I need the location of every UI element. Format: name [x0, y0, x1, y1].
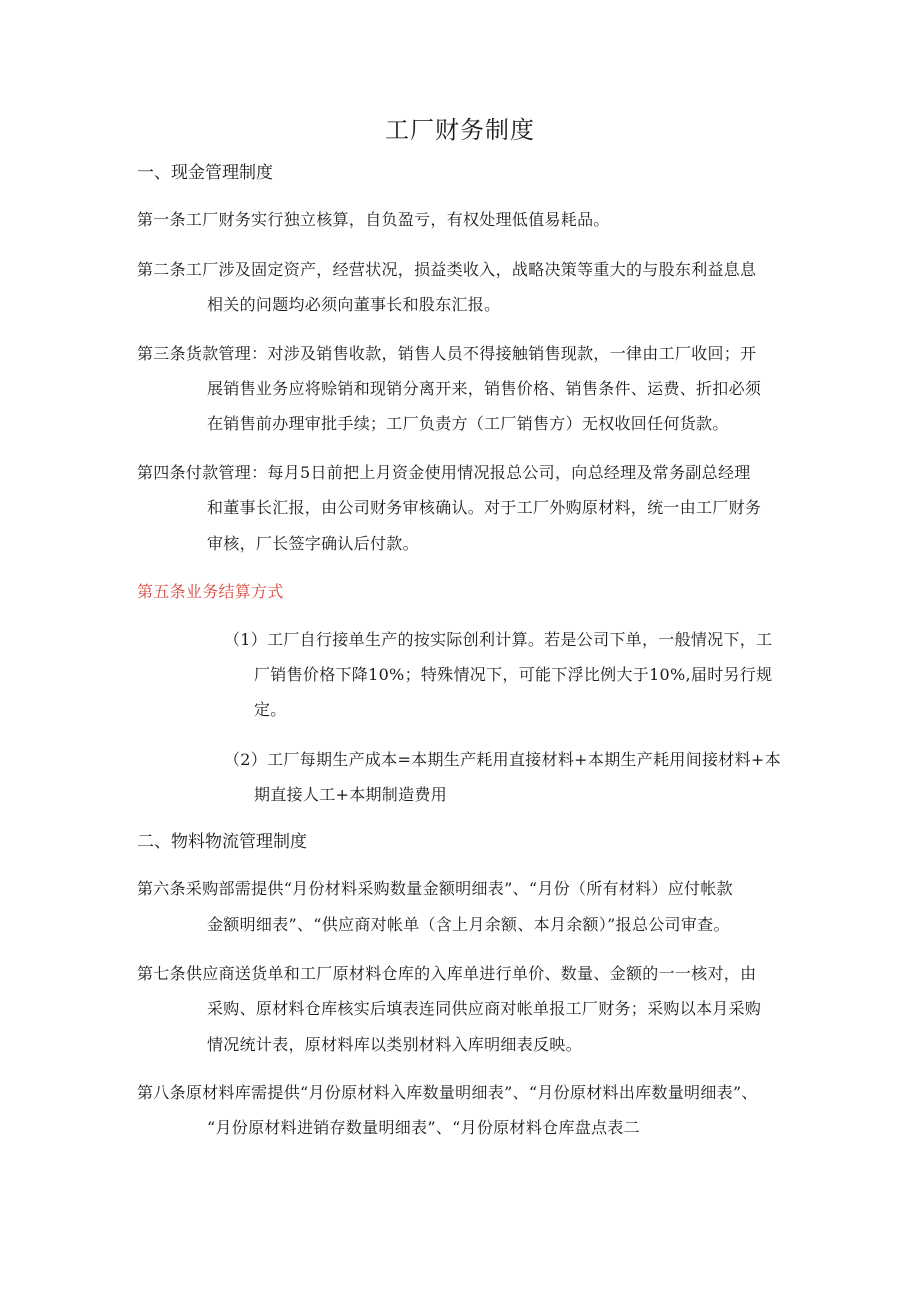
article-5-item-1-line-1: （1）工厂自行接单生产的按实际创利计算。若是公司下单，一般情况下，工 — [224, 630, 773, 649]
page-title: 工厂财务制度 — [385, 116, 535, 144]
article-5-item-2-line-2: 期直接人工+本期制造费用 — [254, 785, 448, 804]
article-8-line-2: “月份原材料进销存数量明细表”、“月份原材料仓库盘点表二 — [207, 1118, 640, 1137]
article-3-line-3: 在销售前办理审批手续；工厂负责方（工厂销售方）无权收回任何货款。 — [207, 414, 729, 433]
article-4-line-2: 和董事长汇报，由公司财务审核确认。对于工厂外购原材料，统一由工厂财务 — [207, 498, 762, 517]
article-4-line-3: 审核，厂长签字确认后付款。 — [207, 534, 419, 553]
article-6-line-1: 第六条采购部需提供“月份材料采购数量金额明细表”、“月份（所有材料）应付帐款 — [137, 879, 733, 898]
article-5-heading: 第五条业务结算方式 — [137, 582, 284, 601]
article-1-line-1: 第一条工厂财务实行独立核算，自负盈亏，有权处理低值易耗品。 — [137, 210, 610, 229]
article-2-line-1: 第二条工厂涉及固定资产，经营状况，损益类收入，战略决策等重大的与股东利益息息 — [137, 260, 757, 279]
section-heading-materials: 二、物料物流管理制度 — [137, 832, 307, 852]
article-3-line-1: 第三条货款管理：对涉及销售收款，销售人员不得接触销售现款，一律由工厂收回；开 — [137, 344, 757, 363]
article-3-line-2: 展销售业务应将赊销和现销分离开来，销售价格、销售条件、运费、折扣必须 — [207, 379, 762, 398]
article-7-line-2: 采购、原材料仓库核实后填表连同供应商对帐单报工厂财务；采购以本月采购 — [207, 999, 762, 1018]
article-7-line-1: 第七条供应商送货单和工厂原材料仓库的入库单进行单价、数量、金额的一一核对，由 — [137, 964, 757, 983]
article-8-line-1: 第八条原材料库需提供“月份原材料入库数量明细表”、“月份原材料出库数量明细表”、 — [137, 1083, 758, 1102]
article-2-line-2: 相关的问题均必须向董事长和股东汇报。 — [207, 295, 501, 314]
article-5-item-1-line-3: 定。 — [254, 700, 287, 719]
article-4-line-1: 第四条付款管理：每月5日前把上月资金使用情况报总公司，向总经理及常务副总经理 — [137, 463, 751, 482]
article-5-item-1-line-2: 厂销售价格下降10%；特殊情况下，可能下浮比例大于10%,届时另行规 — [254, 665, 773, 684]
article-5-item-2-line-1: （2）工厂每期生产成本=本期生产耗用直接材料+本期生产耗用间接材料+本 — [224, 750, 781, 769]
article-6-line-2: 金额明细表”、“供应商对帐单（含上月余额、本月余额）”报总公司审查。 — [207, 915, 730, 934]
article-7-line-3: 情况统计表，原材料库以类别材料入库明细表反映。 — [207, 1035, 582, 1054]
section-heading-cash: 一、现金管理制度 — [137, 163, 273, 183]
